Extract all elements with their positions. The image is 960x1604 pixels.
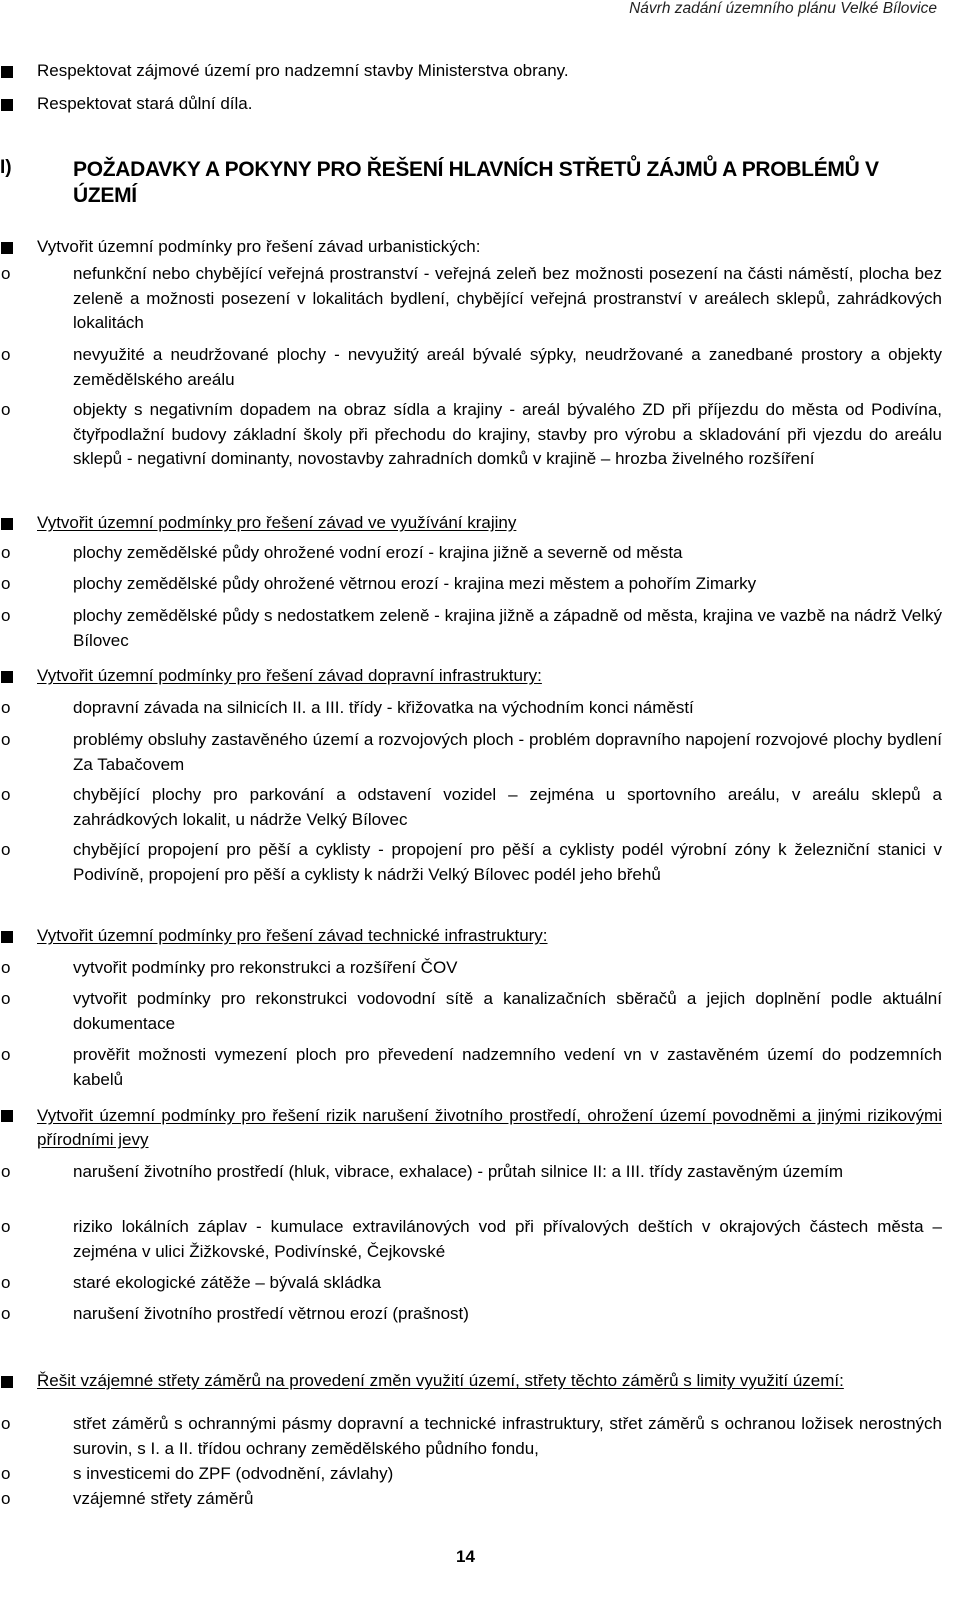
square-bullet-icon bbox=[1, 671, 13, 683]
list-item: plochy zemědělské půdy ohrožené vodní erozí - krajina jižně a severně od města bbox=[73, 543, 683, 562]
circle-bullet-icon: o bbox=[1, 264, 11, 283]
square-bullet-icon bbox=[1, 242, 13, 254]
circle-bullet-icon: o bbox=[1, 1464, 11, 1483]
circle-bullet-icon: o bbox=[1, 1489, 11, 1508]
group-title: Vytvořit územní podmínky pro řešení závad technické infrastruktury: bbox=[37, 926, 548, 945]
list-item: vytvořit podmínky pro rekonstrukci vodovodní sítě a kanalizačních sběračů a jejich doplnění podle aktuální dokumentace bbox=[73, 989, 942, 1033]
section-letter: I) bbox=[0, 157, 12, 178]
running-header: Návrh zadání územního plánu Velké Bílovice bbox=[629, 0, 937, 17]
square-bullet-icon bbox=[1, 1110, 13, 1122]
list-item: prověřit možnosti vymezení ploch pro převedení nadzemního vedení vn v zastavěném území do podzemních kabelů bbox=[73, 1045, 942, 1089]
section-heading: POŽADAVKY A POKYNY PRO ŘEŠENÍ HLAVNÍCH STŘETŮ ZÁJMŮ A PROBLÉMŮ V ÚZEMÍ bbox=[73, 158, 879, 207]
list-item: objekty s negativním dopadem na obraz sídla a krajiny - areál bývalého ZD při příjezdu do města od Podivína, čtyřpodlažní budovy základní školy při přechodu do krajiny, stavby pro výrobu a skladování při vjezdu do areálu sklepů - negativní dominanty, novostavby zahradních domků v krajině – hrozba živelného rozšíření bbox=[73, 400, 942, 468]
circle-bullet-icon: o bbox=[1, 1162, 11, 1181]
list-item: riziko lokálních záplav - kumulace extravilánových vod při přívalových deštích v okrajových částech města – zejména v ulici Žižkovské, Podivínské, Čejkovské bbox=[73, 1217, 942, 1261]
group-title: Řešit vzájemné střety záměrů na provedení změn využití území, střety těchto záměrů s limity využití území: bbox=[37, 1371, 844, 1390]
square-bullet-icon bbox=[1, 518, 13, 530]
square-bullet-icon bbox=[1, 66, 13, 78]
list-item: narušení životního prostředí (hluk, vibrace, exhalace) - průtah silnice II: a III. třídy zastavěným územím bbox=[73, 1162, 844, 1181]
circle-bullet-icon: o bbox=[1, 1045, 11, 1064]
page-number: 14 bbox=[456, 1547, 475, 1566]
square-bullet-icon bbox=[1, 931, 13, 943]
square-bullet-icon bbox=[1, 1376, 13, 1388]
group-title: Vytvořit územní podmínky pro řešení závad ve využívání krajiny bbox=[37, 513, 517, 532]
circle-bullet-icon: o bbox=[1, 840, 11, 859]
circle-bullet-icon: o bbox=[1, 400, 11, 419]
list-item: chybějící propojení pro pěší a cyklisty - propojení pro pěší a cyklisty podél výrobní zóny k železniční stanici v Podivíně, propojení pro pěší a cyklisty k nádrži Velký Bílovec podél jeho břehů bbox=[73, 840, 942, 884]
circle-bullet-icon: o bbox=[1, 1414, 11, 1433]
list-item: nefunkční nebo chybějící veřejná prostranství - veřejná zeleň bez možnosti posezení na části náměstí, plocha bez zeleně a možnosti posezení v lokalitách bydlení, chybějící veřejná prostranství v areálech sklepů, zahrádkových lokalitách bbox=[73, 264, 942, 332]
circle-bullet-icon: o bbox=[1, 958, 11, 977]
circle-bullet-icon: o bbox=[1, 989, 11, 1008]
list-item: plochy zemědělské půdy s nedostatkem zeleně - krajina jižně a západně od města, krajina ve vazbě na nádrž Velký Bílovec bbox=[73, 606, 942, 650]
square-bullet-icon bbox=[1, 99, 13, 111]
list-item: střet záměrů s ochrannými pásmy dopravní a technické infrastruktury, střet záměrů s ochranou ložisek nerostných surovin, s I. a II. třídou ochrany zemědělského půdního fondu, bbox=[73, 1414, 942, 1458]
list-item: vytvořit podmínky pro rekonstrukci a rozšíření ČOV bbox=[73, 958, 458, 977]
list-item: staré ekologické zátěže – bývalá skládka bbox=[73, 1273, 382, 1292]
list-item: nevyužité a neudržované plochy - nevyužitý areál bývalé sýpky, neudržované a zanedbané prostory a objekty zemědělského areálu bbox=[73, 345, 942, 389]
top-item: Respektovat zájmové území pro nadzemní stavby Ministerstva obrany. bbox=[37, 61, 569, 80]
list-item: narušení životního prostředí větrnou erozí (prašnost) bbox=[73, 1304, 469, 1323]
circle-bullet-icon: o bbox=[1, 730, 11, 749]
circle-bullet-icon: o bbox=[1, 785, 11, 804]
group-title: Vytvořit územní podmínky pro řešení závad dopravní infrastruktury: bbox=[37, 666, 542, 685]
circle-bullet-icon: o bbox=[1, 1304, 11, 1323]
circle-bullet-icon: o bbox=[1, 1273, 11, 1292]
circle-bullet-icon: o bbox=[1, 543, 11, 562]
list-item: dopravní závada na silnicích II. a III. třídy - křižovatka na východním konci náměstí bbox=[73, 698, 694, 717]
list-item: plochy zemědělské půdy ohrožené větrnou erozí - krajina mezi městem a pohořím Zimarky bbox=[73, 574, 757, 593]
list-item: chybějící plochy pro parkování a odstavení vozidel – zejména u sportovního areálu, v areálu sklepů a zahrádkových lokalit, u nádrže Velký Bílovec bbox=[73, 785, 942, 829]
circle-bullet-icon: o bbox=[1, 1217, 11, 1236]
circle-bullet-icon: o bbox=[1, 574, 11, 593]
group-title: Vytvořit územní podmínky pro řešení rizik narušení životního prostředí, ohrožení území povodněmi a jinými rizikovými přírodními jevy bbox=[37, 1106, 942, 1149]
group-title: Vytvořit územní podmínky pro řešení závad urbanistických: bbox=[37, 237, 481, 256]
list-item: vzájemné střety záměrů bbox=[73, 1489, 254, 1508]
top-item: Respektovat stará důlní díla. bbox=[37, 94, 253, 113]
circle-bullet-icon: o bbox=[1, 698, 11, 717]
circle-bullet-icon: o bbox=[1, 345, 11, 364]
list-item: problémy obsluhy zastavěného území a rozvojových ploch - problém dopravního napojení rozvojové plochy bydlení Za Tabačovem bbox=[73, 730, 942, 774]
list-item: s investicemi do ZPF (odvodnění, závlahy) bbox=[73, 1464, 394, 1483]
circle-bullet-icon: o bbox=[1, 606, 11, 625]
